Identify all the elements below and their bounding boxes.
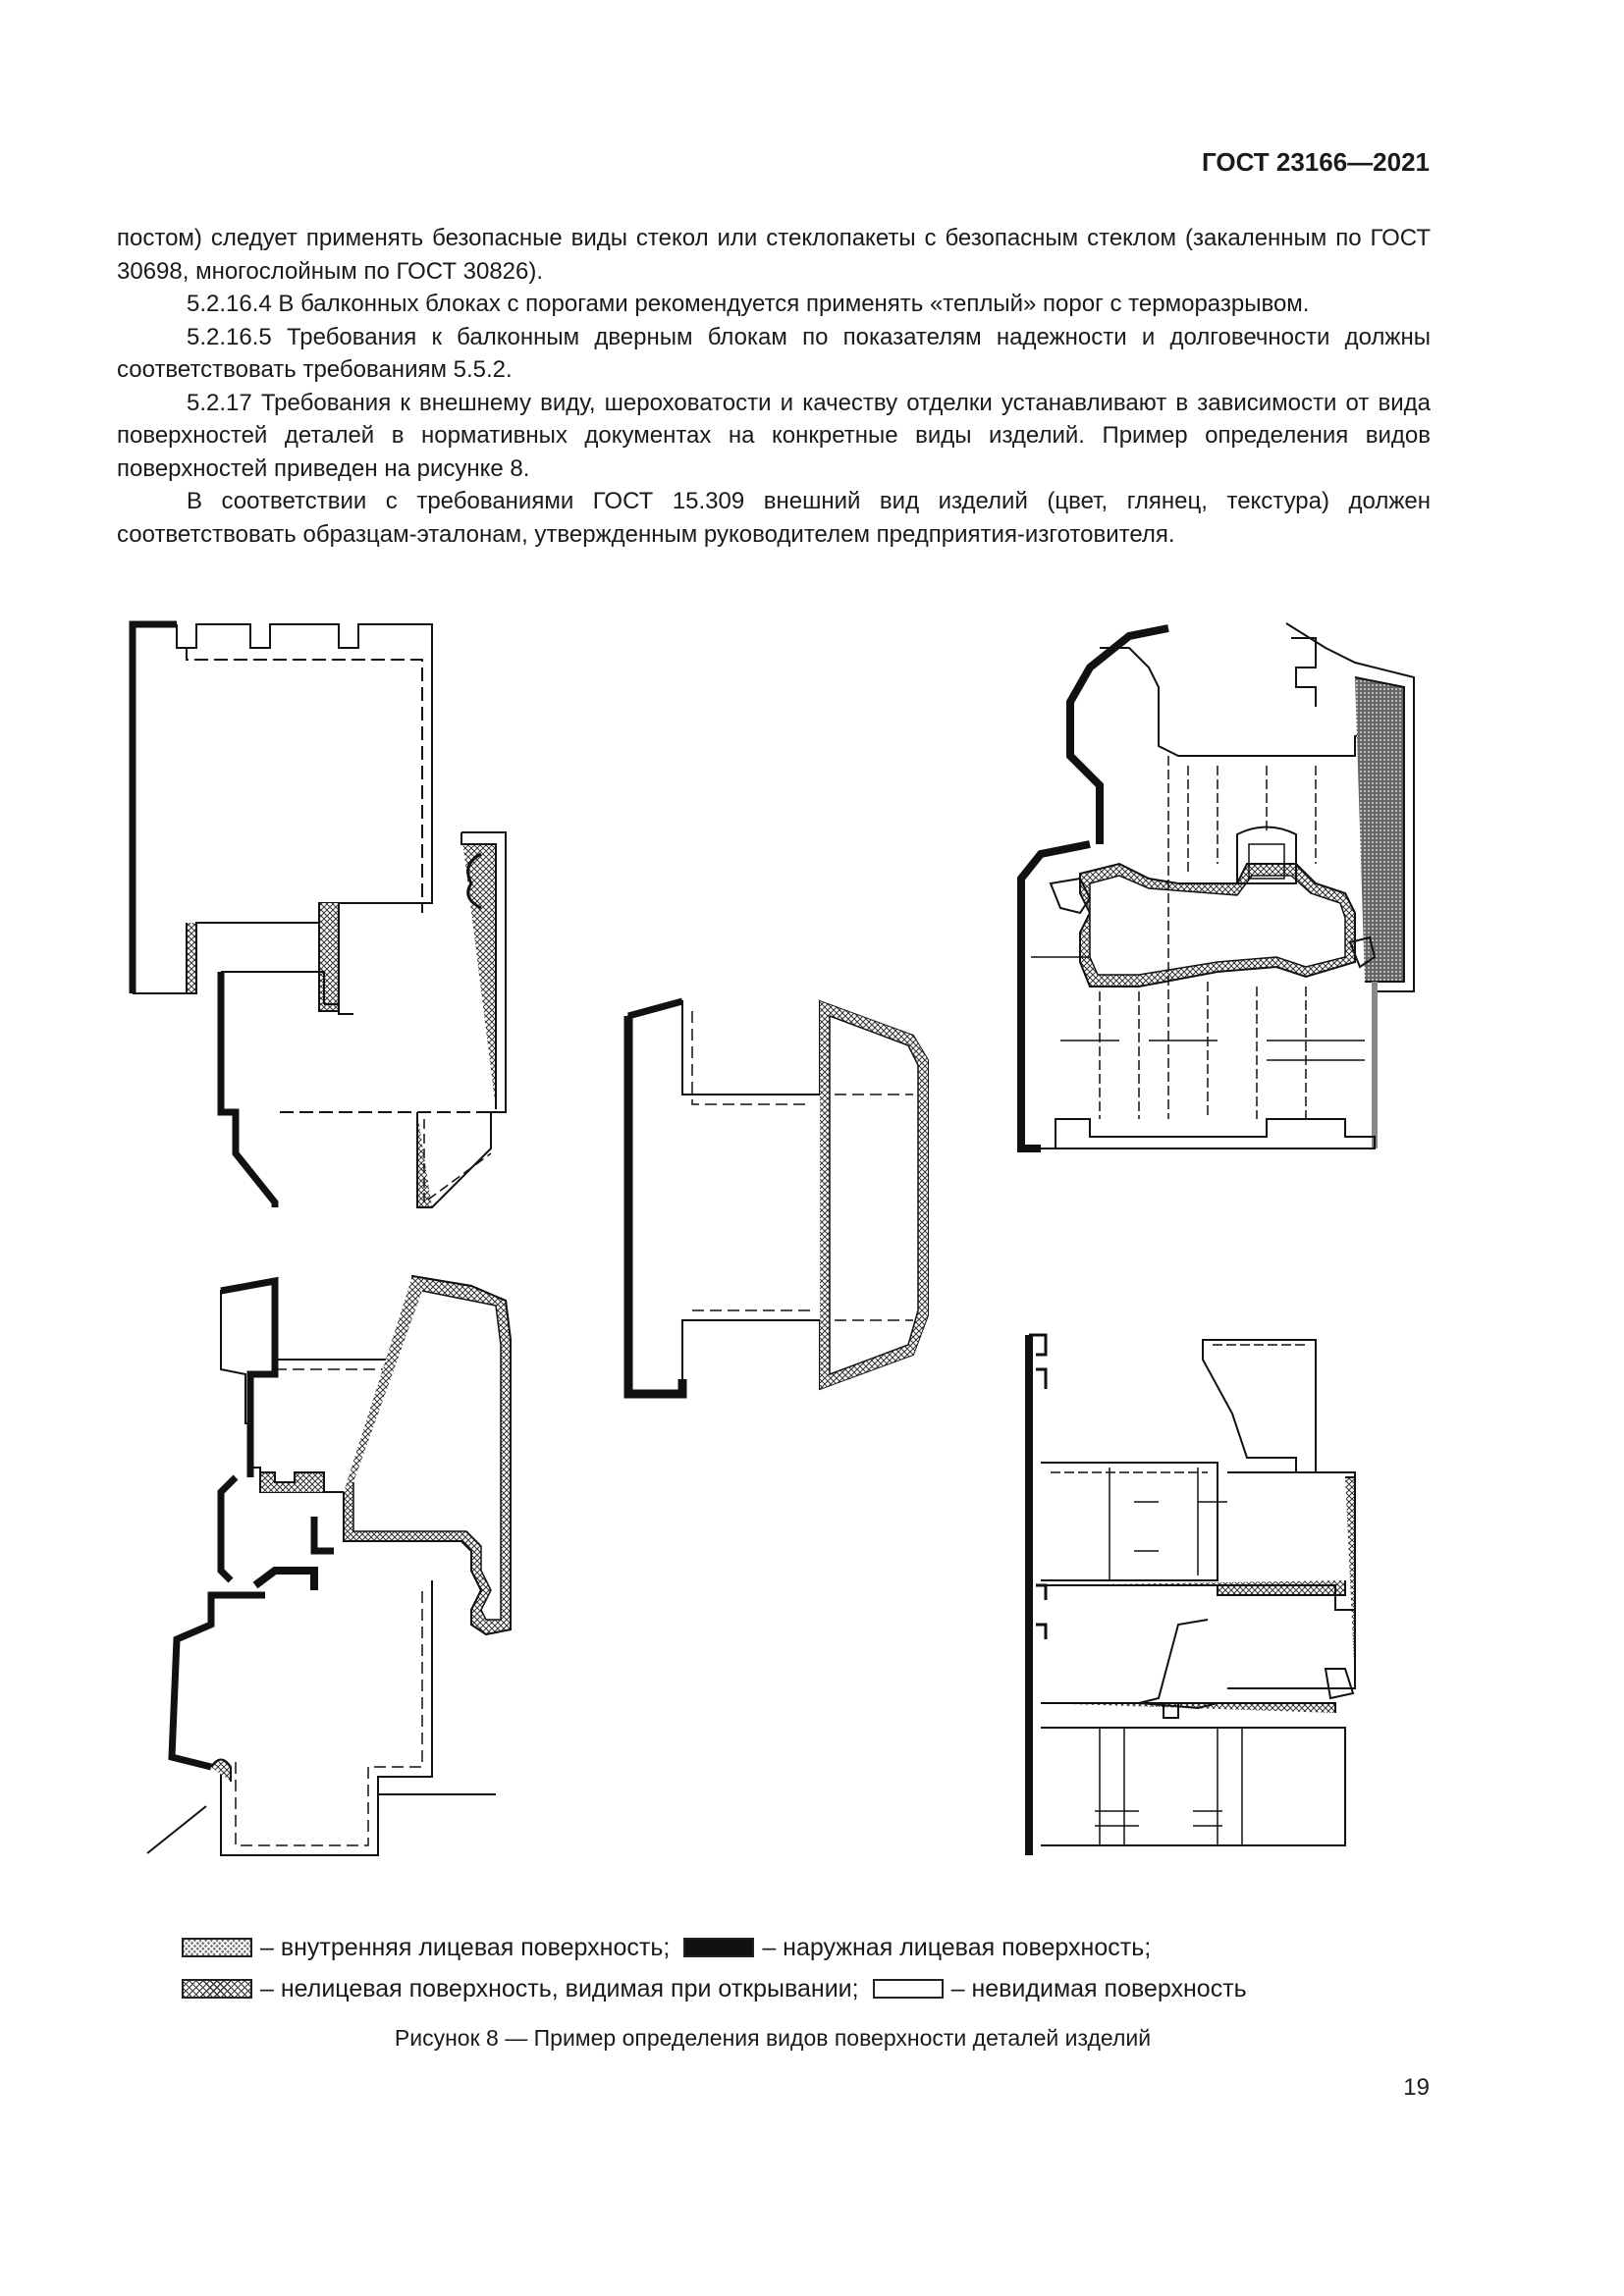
figure-legend — [182, 1930, 1247, 2012]
standard-header: ГОСТ 23166—2021 — [1202, 147, 1430, 177]
profile-sections-figure — [0, 589, 1624, 1895]
paragraph: В соответствии с требованиями ГОСТ 15.309 внешний вид изделий (цвет, глянец, текстура) должен соответствовать образцам-эталонам, утвержденным руководителем предприятия-изготовителя. — [117, 488, 1431, 548]
legend-row — [182, 1971, 1247, 2006]
legend-inner-face: – внутренняя лицевая поверхность; — [260, 1933, 671, 1961]
legend-non-face-visible: – нелицевая поверхность, видимая при открывании; — [260, 1974, 859, 2002]
figure-caption: Рисунок 8 — Пример определения видов поверхности деталей изделий — [394, 2025, 1152, 2051]
outer-face-swatch — [683, 1938, 754, 1957]
non-face-visible-swatch — [182, 1979, 252, 1999]
profile-section-mullion-center — [628, 1001, 928, 1394]
inner-face-swatch — [182, 1938, 252, 1957]
body-text — [117, 222, 1431, 551]
profile-section-frame-top-left — [133, 624, 506, 1207]
profile-section-pvc-top-right — [1021, 623, 1414, 1148]
paragraph: 5.2.17 Требования к внешнему виду, шероховатости и качеству отделки устанавливают в зависимости от вида поверхностей деталей в нормативных документах на конкретные виды изделий. Пример определения видов поверхностей приведен на рисунке 8. — [117, 389, 1431, 482]
profile-section-aluminium-bottom-right — [1029, 1335, 1355, 1855]
legend-invisible: – невидимая поверхность — [950, 1974, 1247, 2002]
legend-outer-face: – наружная лицевая поверхность; — [762, 1933, 1152, 1961]
paragraph: 5.2.16.5 Требования к балконным дверным блокам по показателям надежности и долговечности должны соответствовать требованиям 5.5.2. — [117, 323, 1431, 383]
page-number: 19 — [1403, 2074, 1430, 2101]
legend-row — [182, 1930, 1247, 1965]
invisible-swatch — [873, 1979, 944, 1999]
paragraph: постом) следует применять безопасные виды стекол или стеклопакеты с безопасным стеклом (закаленным по ГОСТ 30698, многослойным по ГОСТ 30826). — [117, 225, 1431, 285]
profile-section-threshold-bottom-left — [147, 1276, 511, 1855]
paragraph: 5.2.16.4 В балконных блоках с порогами рекомендуется применять «теплый» порог с терморазрывом. — [187, 291, 1310, 317]
